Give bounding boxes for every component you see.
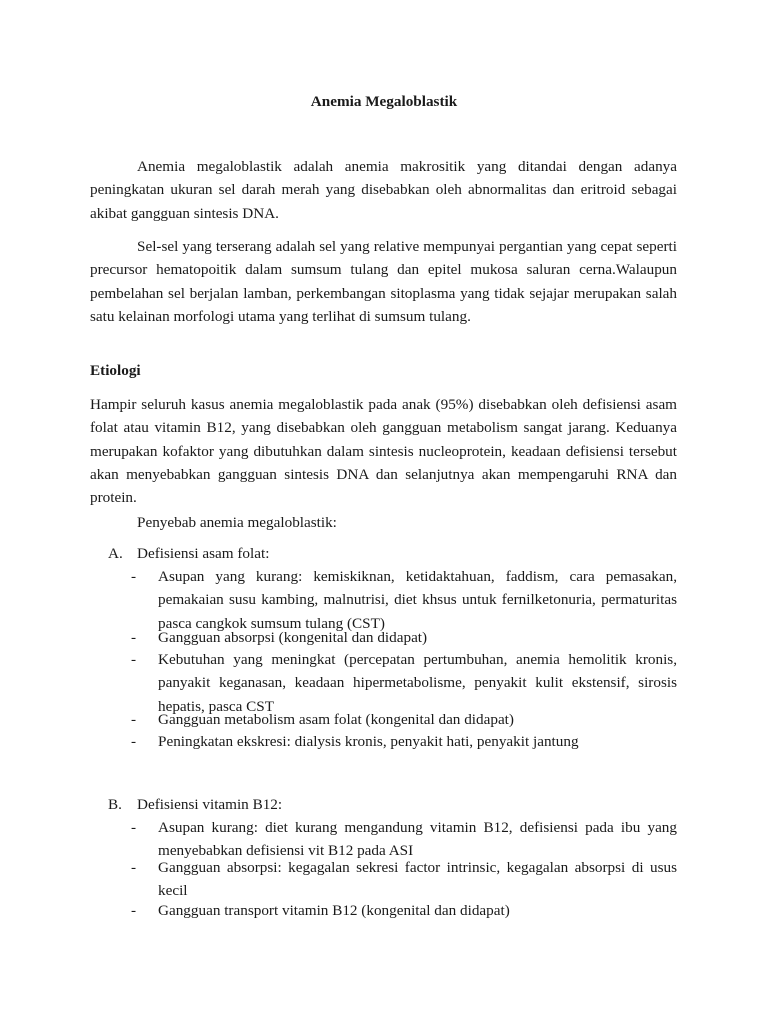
etiologi-paragraph: Hampir seluruh kasus anemia megaloblastik pada anak (95%) disebabkan oleh defisiensi asam folat atau vitamin B12, yang disebabkan oleh gangguan metabolism sangat jarang. Keduanya merupakan kofaktor yang dibutuhkan dalam sintesis nucleoprotein, keadaan defisiensi tersebut akan menyebabkan gangguan sintesis DNA dan selanjutnya akan mempengaruhi RNA dan protein. — [90, 396, 677, 507]
list-item: - Asupan kurang: diet kurang mengandung vitamin B12, defisiensi pada ibu yang menyebabkan defisiensi vit B12 pada ASI — [131, 816, 677, 863]
bullet-dash: - — [131, 629, 137, 646]
list-item: - Gangguan transport vitamin B12 (kongenital dan didapat) — [131, 899, 677, 922]
bullet-dash: - — [131, 711, 137, 728]
bullet-dash: - — [131, 651, 137, 668]
list-section-label: Defisiensi vitamin B12: — [137, 796, 283, 813]
list-marker: B. — [108, 796, 122, 813]
list-item: - Asupan yang kurang: kemiskiknan, ketidaktahuan, faddism, cara pemasakan, pemakaian susu kambing, malnutrisi, diet khsus untuk fernilketonuria, permaturitas pasca cangkok sumsum tulang (CST) — [131, 565, 677, 635]
bullet-dash: - — [131, 733, 137, 750]
list-item: - Gangguan metabolism asam folat (kongenital dan didapat) — [131, 708, 677, 731]
intro-paragraph-2: Sel-sel yang terserang adalah sel yang relative mempunyai pergantian yang cepat seperti precursor hematopoitik dalam sumsum tulang dan epitel mukosa saluran cerna.Walaupun pembelahan sel berjalan lamban, perkembangan sitoplasma yang tidak sejajar merupakan salah satu kelainan morfologi utama yang terlihat di sumsum tulang. — [90, 238, 677, 325]
bullet-dash: - — [131, 819, 137, 836]
list-item: - Peningkatan ekskresi: dialysis kronis, penyakit hati, penyakit jantung — [131, 730, 677, 753]
list-item: - Gangguan absorpsi: kegagalan sekresi factor intrinsic, kegagalan absorpsi di usus kecil — [131, 856, 677, 903]
list-marker: A. — [108, 545, 123, 562]
bullet-dash: - — [131, 902, 137, 919]
bullet-dash: - — [131, 568, 137, 585]
list-section-b — [108, 795, 282, 815]
section-heading-etiologi: Etiologi — [90, 362, 141, 379]
list-section-label: Defisiensi asam folat: — [137, 545, 270, 562]
intro-paragraph-1: Anemia megaloblastik adalah anemia makrositik yang ditandai dengan adanya peningkatan ukuran sel darah merah yang disebabkan oleh abnormalitas dan eritroid sebagai akibat gangguan sintesis DNA. — [90, 158, 677, 222]
document-title: Anemia Megaloblastik — [310, 93, 458, 110]
list-item: - Kebutuhan yang meningkat (percepatan pertumbuhan, anemia hemolitik kronis, panyakit keganasan, keadaan hipermetabolisme, penyakit kulit ekstensif, sirosis hepatis, pasca CST — [131, 648, 677, 718]
bullet-dash: - — [131, 859, 137, 876]
list-item: - Gangguan absorpsi (kongenital dan didapat) — [131, 626, 677, 649]
causes-intro: Penyebab anemia megaloblastik: — [137, 514, 337, 531]
list-section-a — [108, 544, 269, 564]
